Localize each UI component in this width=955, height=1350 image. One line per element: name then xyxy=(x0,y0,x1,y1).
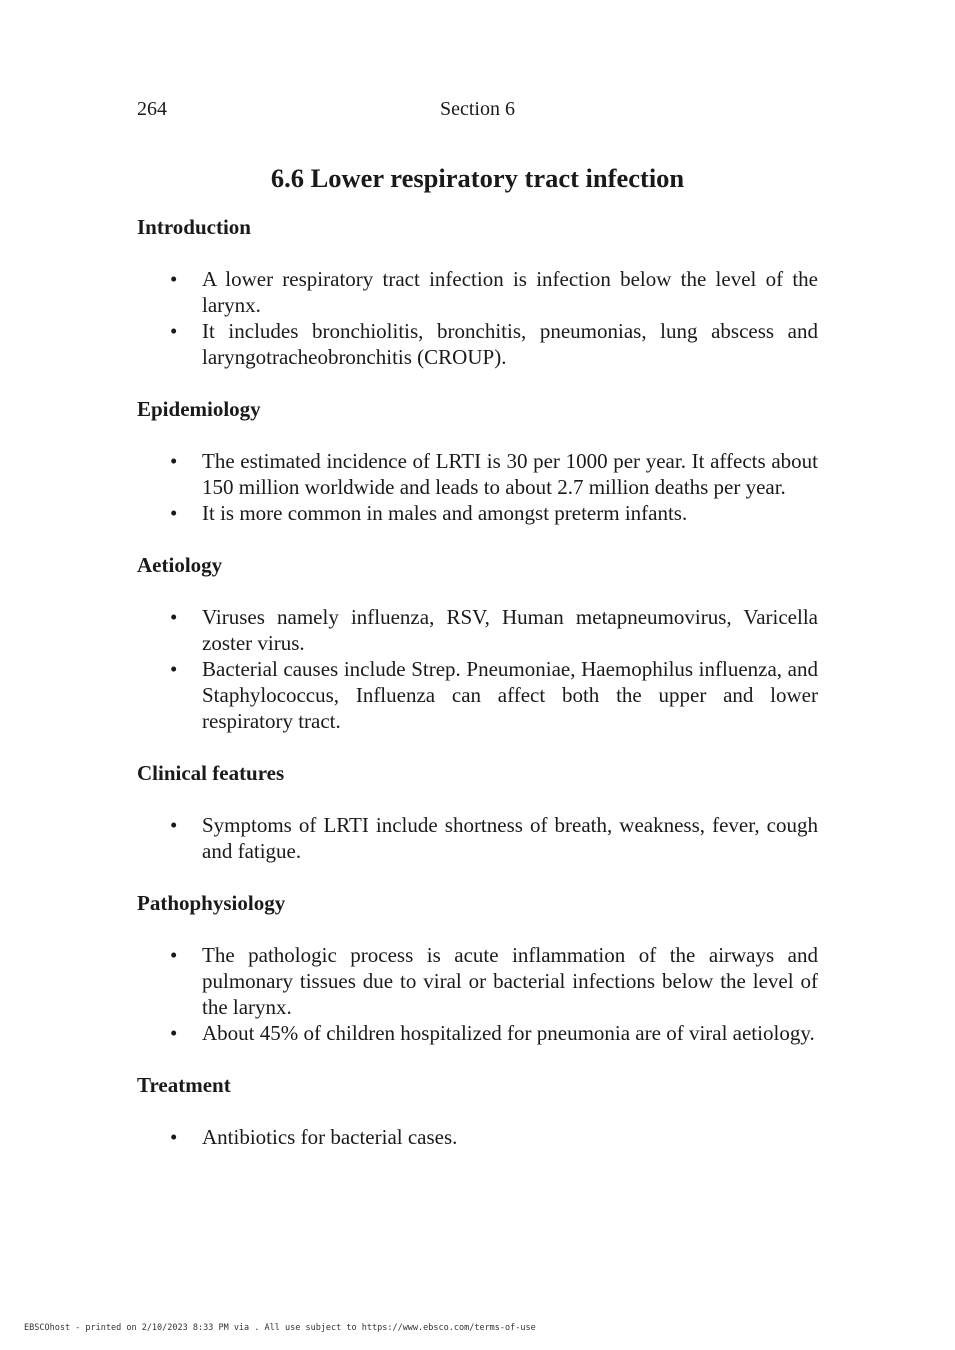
list-item-text: Symptoms of LRTI include shortness of breath, weakness, fever, cough and fatigue. xyxy=(202,813,818,863)
bullet-icon: • xyxy=(170,1125,178,1149)
section-aetiology xyxy=(137,550,818,734)
bullet-list xyxy=(137,266,818,370)
bullet-icon: • xyxy=(170,813,178,837)
bullet-icon: • xyxy=(170,449,178,473)
list-item-text: It includes bronchiolitis, bronchitis, pneumonias, lung abscess and laryngotracheobronchitis (CROUP). xyxy=(202,319,818,369)
section-heading: Introduction xyxy=(137,215,251,239)
section-heading: Aetiology xyxy=(137,553,223,577)
section-epidemiology xyxy=(137,394,818,526)
bullet-list xyxy=(137,448,818,526)
list-item xyxy=(137,942,818,1020)
bullet-icon: • xyxy=(170,319,178,343)
section-introduction xyxy=(137,212,818,370)
bullet-icon: • xyxy=(170,943,178,967)
list-item xyxy=(137,1124,818,1150)
list-item-text: A lower respiratory tract infection is infection below the level of the larynx. xyxy=(202,267,818,317)
list-item xyxy=(137,318,818,370)
bullet-icon: • xyxy=(170,657,178,681)
list-item xyxy=(137,1020,818,1046)
bullet-icon: • xyxy=(170,1021,178,1045)
list-item-text: It is more common in males and amongst preterm infants. xyxy=(202,501,688,525)
bullet-list xyxy=(137,812,818,864)
bullet-list xyxy=(137,1124,818,1150)
list-item xyxy=(137,812,818,864)
page-number: 264 xyxy=(137,98,167,120)
bullet-icon: • xyxy=(170,267,178,291)
page-content xyxy=(137,160,818,1150)
list-item xyxy=(137,448,818,500)
list-item-text: About 45% of children hospitalized for pneumonia are of viral aetiology. xyxy=(202,1021,815,1045)
list-item-text: The estimated incidence of LRTI is 30 per 1000 per year. It affects about 150 million worldwide and leads to about 2.7 million deaths per year. xyxy=(202,449,818,499)
list-item xyxy=(137,500,818,526)
list-item-text: The pathologic process is acute inflammation of the airways and pulmonary tissues due to viral or bacterial infections below the level of the larynx. xyxy=(202,943,818,1019)
section-heading: Epidemiology xyxy=(137,397,261,421)
bullet-list xyxy=(137,942,818,1046)
list-item xyxy=(137,656,818,734)
bullet-icon: • xyxy=(170,605,178,629)
section-heading: Treatment xyxy=(137,1073,231,1097)
section-treatment xyxy=(137,1070,818,1150)
list-item-text: Bacterial causes include Strep. Pneumoniae, Haemophilus influenza, and Staphylococcus, Influenza can affect both the upper and lower respiratory tract. xyxy=(202,657,818,733)
list-item xyxy=(137,604,818,656)
bullet-icon: • xyxy=(170,501,178,525)
bullet-list xyxy=(137,604,818,734)
chapter-title: 6.6 Lower respiratory tract infection xyxy=(270,163,685,193)
running-header xyxy=(137,96,818,122)
list-item xyxy=(137,266,818,318)
section-pathophysiology xyxy=(137,888,818,1046)
section-heading: Clinical features xyxy=(137,761,285,785)
list-item-text: Viruses namely influenza, RSV, Human metapneumovirus, Varicella zoster virus. xyxy=(202,605,818,655)
section-label: Section 6 xyxy=(440,98,515,120)
section-clinical-features xyxy=(137,758,818,864)
print-footer: EBSCOhost - printed on 2/10/2023 8:33 PM via . All use subject to https://www.ebsco.com/terms-of-use xyxy=(24,1323,536,1333)
list-item-text: Antibiotics for bacterial cases. xyxy=(202,1125,458,1149)
section-heading: Pathophysiology xyxy=(137,891,286,915)
